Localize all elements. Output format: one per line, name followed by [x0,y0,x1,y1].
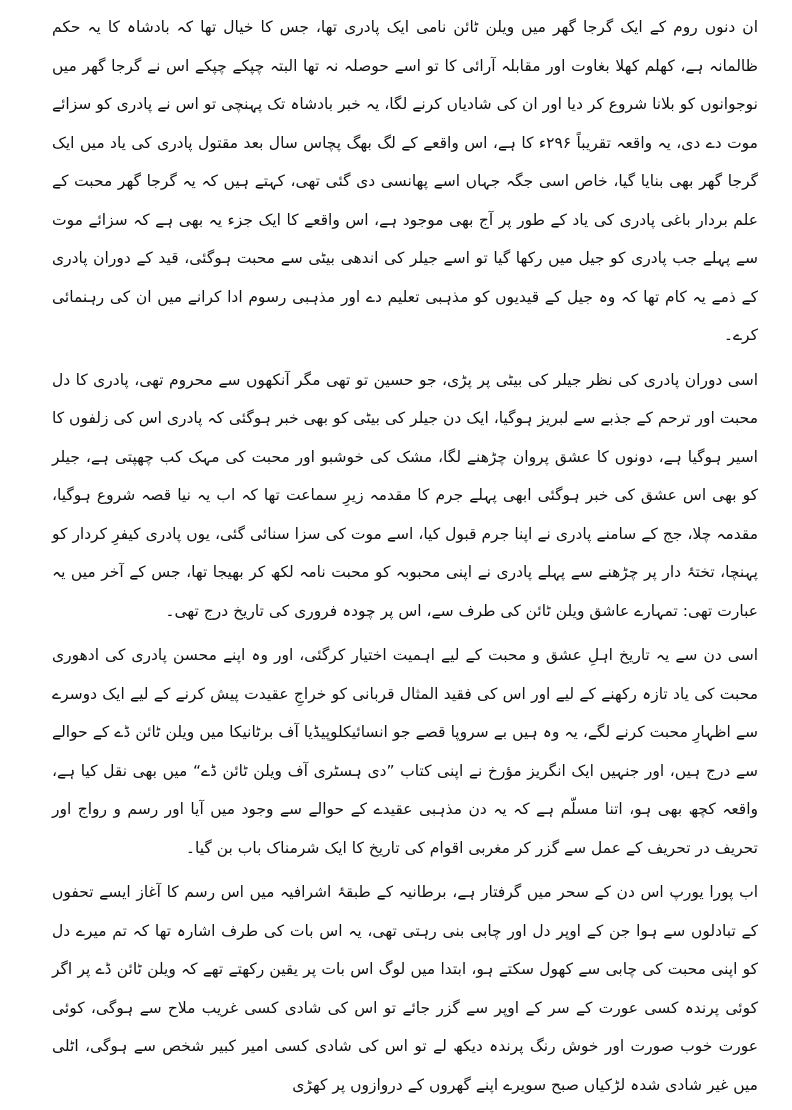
paragraph: اسی دوران پادری کی نظر جیلر کی بیٹی پر پڑی، جو حسین تو تھی مگر آنکھوں سے محروم تھی، پادری کا دل محبت اور ترحم کے جذبے سے لبریز ہوگیا، ایک دن جیلر کی بیٹی کو بھی خبر ہوگئی کہ پادری اس کی زلفوں کا اسیر ہوگیا ہے، دونوں کا عشق پروان چڑھنے لگا، مشک کی خوشبو اور محبت کی مہک کب چھپتی ہے، جیلر کو بھی اس عشق کی خبر ہوگئی ابھی پہلے جرم کا مقدمہ زیرِ سماعت تھا کہ اب یہ نیا قصہ شروع ہوگیا، مقدمہ چلا، جج کے سامنے پادری نے اپنا جرم قبول کیا، اسے موت کی سزا سنائی گئی، یوں پادری کیفرِ کردار کو پہنچا، تختۂ دار پر چڑھنے سے پہلے پادری نے اپنی محبوبہ کو محبت نامہ لکھ کر بھیجا تھا، جس کے آخر میں یہ عبارت تھی: تمہارے عاشق ویلن ٹائن کی طرف سے، اس پر چودہ فروری کی تاریخ درج تھی۔ [52,370,758,620]
paragraph: اسی دن سے یہ تاریخ اہلِ عشق و محبت کے لیے اہمیت اختیار کرگئی، اور وہ اپنے محسن پادری کی ادھوری محبت کی یاد تازہ رکھنے کے لیے اور اس کی فقید المثال قربانی کو خراجِ عقیدت پیش کرنے کے لیے ایک دوسرے سے اظہارِ محبت کرنے لگے، یہ وہ ہیں بے سروپا قصے جو انسائیکلوپیڈیا آف برٹانیکا میں ویلن ٹائن ڈے کے حوالے سے درج ہیں، اور جنہیں ایک انگریز مؤرخ نے اپنی کتاب ”دی ہسٹری آف ویلن ٹائن ڈے“ میں بھی نقل کیا ہے، واقعہ کچھ بھی ہو، اتنا مسلّم ہے کہ یہ دن مذہبی عقیدے کے حوالے سے وجود میں آیا اور رسم و رواج اور تحریف در تحریف کے عمل سے گزر کر مغربی اقوام کی تاریخ کا ایک شرمناک باب بن گیا۔ [52,646,758,857]
paragraph: اب پورا یورپ اس دن کے سحر میں گرفتار ہے، برطانیہ کے طبقۂ اشرافیہ میں اس رسم کا آغاز ایسے تحفوں کے تبادلوں سے ہوا جن کے اوپر دل اور چابی بنی رہتی تھی، یہ اس بات کی طرف اشارہ تھا کہ تم میرے دل کو اپنی محبت کی چابی سے کھول سکتے ہو، ابتدا میں لوگ اس بات پر یقین رکھتے تھے کہ ویلن ٹائن ڈے پر اگر کوئی پرندہ کسی عورت کے سر کے اوپر سے گزر جائے تو اس کی شادی کسی غریب ملاح سے ہوگی، کوئی عورت خوب صورت اور خوش رنگ پرندہ دیکھ لے تو اس کی شادی کسی امیر کبیر شخص سے ہوگی، اٹلی میں غیر شادی شدہ لڑکیاں صبح سویرے اپنے گھروں کے دروازوں پر کھڑی [52,883,758,1094]
paragraph: ان دنوں روم کے ایک گرجا گھر میں ویلن ٹائن نامی ایک پادری تھا، جس کا خیال تھا کہ بادشاہ کا یہ حکم ظالمانہ ہے، کھلم کھلا بغاوت اور مقابلہ آرائی کا تو اسے حوصلہ نہ تھا البتہ چپکے چپکے اس نے گرجا گھر میں نوجوانوں کو بلانا شروع کر دیا اور ان کی شادیاں کرنے لگا، یہ خبر بادشاہ تک پہنچی تو اس نے پادری کو سزائے موت دے دی، یہ واقعہ تقریباً ۲۹۶ء کا ہے، اس واقعے کے لگ بھگ پچاس سال بعد مقتول پادری کی یاد میں ایک گرجا گھر بھی بنایا گیا، خاص اسی جگہ جہاں اسے پھانسی دی گئی تھی، کہتے ہیں کہ یہ گرجا گھر محبت کے علم بردار باغی پادری کی یاد کے طور پر آج بھی موجود ہے، اس واقعے کا ایک جزء یہ بھی ہے کہ سزائے موت سے پہلے جب پادری کو جیل میں رکھا گیا تو اسے جیلر کی اندھی بیٹی سے محبت ہوگئی، قید کے دوران پادری کے ذمے یہ کام تھا کہ وہ جیل کے قیدیوں کو مذہبی تعلیم دے اور مذہبی رسوم ادا کرانے میں ان کی رہنمائی کرے۔ [52,18,758,344]
document-page [52,8,758,1110]
